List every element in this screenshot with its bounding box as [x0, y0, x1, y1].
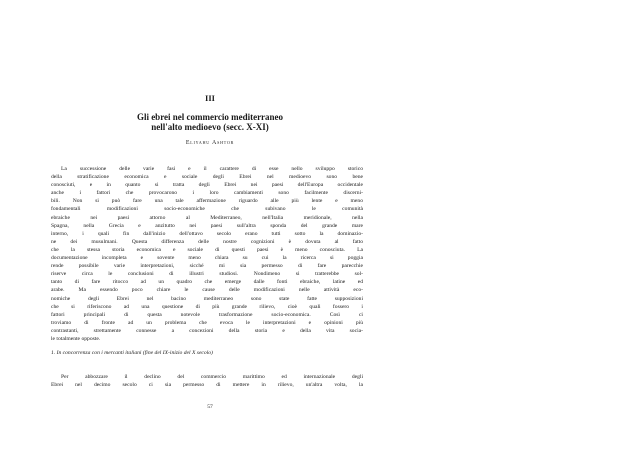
section-heading: 1. In concorrenza con i mercanti italiani (fine del IX-inizio del X secolo) [51, 350, 213, 356]
text-line: che si riferiscono ad una questione di più grande rilievo, cioè quali fossero i [51, 303, 363, 310]
paragraph-1 [51, 165, 363, 343]
chapter-title [60, 112, 360, 132]
text-line: riserve circa le conclusioni di illustri studiosi. Nondimeno si tratterebbe sol- [51, 271, 363, 278]
text-line: ne dei musulmani. Questa differenza delle nostre cognizioni è dovuta al fatto [51, 238, 363, 245]
text-line: le totalmente opposte. [51, 335, 101, 342]
chapter-title-line: Gli ebrei nel commercio mediterraneo [136, 112, 284, 122]
text-line: anche i fattori che provocarono i loro cambiamenti sono facilmente discerni- [51, 190, 363, 197]
text-line: che la stessa storia economica e sociale di questi paesi è meno conosciuta. La [51, 246, 363, 253]
text-line: conosciuti, e in quanto si tratta degli Ebrei nei paesi dell'Europa occidentale [51, 182, 363, 189]
paragraph-2 [51, 373, 363, 389]
text-line: interno, i quali fin dall'inizio dell'ottavo secolo erano tutti sotto la dominazio- [51, 230, 363, 237]
text-line: bili. Non si può fare una tale affermazione riguardo alle più lente e meno [51, 198, 363, 205]
text-line: troviamo di fronte ad un problema che evoca le interpretazioni e opinioni più [51, 319, 363, 326]
text-line: documentazione incompleta e sovente meno chiara su cui la ricerca si poggia [51, 255, 363, 262]
text-line: ebraiche nei paesi attorno al Mediterraneo, nell'Italia meridionale, nella [51, 214, 363, 221]
text-line: La successione delle varie fasi e il carattere di esse nello sviluppo storico [61, 166, 363, 172]
text-line: fondamentali modificazioni socio-economiche che subivano le comunità [51, 206, 363, 213]
text-line: nomiche degli Ebrei nel bacino mediterraneo sono state fatte supposizioni [51, 295, 363, 302]
text-line: Ebrei nel decimo secolo ci sia permesso di mettere in rilievo, un'altra volta, la [51, 382, 363, 389]
text-line: della stratificazione economica e sociale degli Ebrei nel medioevo sono bene [51, 174, 363, 181]
text-line: Per abbozzare il declino del commercio marittimo ed internazionale degli [61, 374, 363, 380]
text-line: fattori principali di questa notevole trasformazione socio-economica. Così ci [51, 311, 363, 318]
chapter-title-line: nell'alto medioevo (secc. X-XI) [151, 122, 269, 132]
text-line: Spagna, nella Grecia e anzitutto nei paesi sull'altra sponda del grande mare [51, 222, 363, 229]
text-line: rende possibile varie interpretazioni, sicché mi sia permesso di fare parecchie [51, 263, 363, 270]
chapter-number: III [205, 93, 215, 103]
text-line: arabe. Ma essendo poco chiare le cause delle modificazioni nelle attività eco- [51, 287, 363, 294]
text-line: contrastanti, strettamente connesse a concezioni della storia e della vita socia- [51, 327, 363, 334]
page-number: 57 [207, 404, 213, 410]
text-line: tanto di fare ritocco ad un quadro che emerge dalle fonti ebraiche, latine ed [51, 279, 363, 286]
author-name: Eliyahu Ashtor [185, 140, 235, 146]
